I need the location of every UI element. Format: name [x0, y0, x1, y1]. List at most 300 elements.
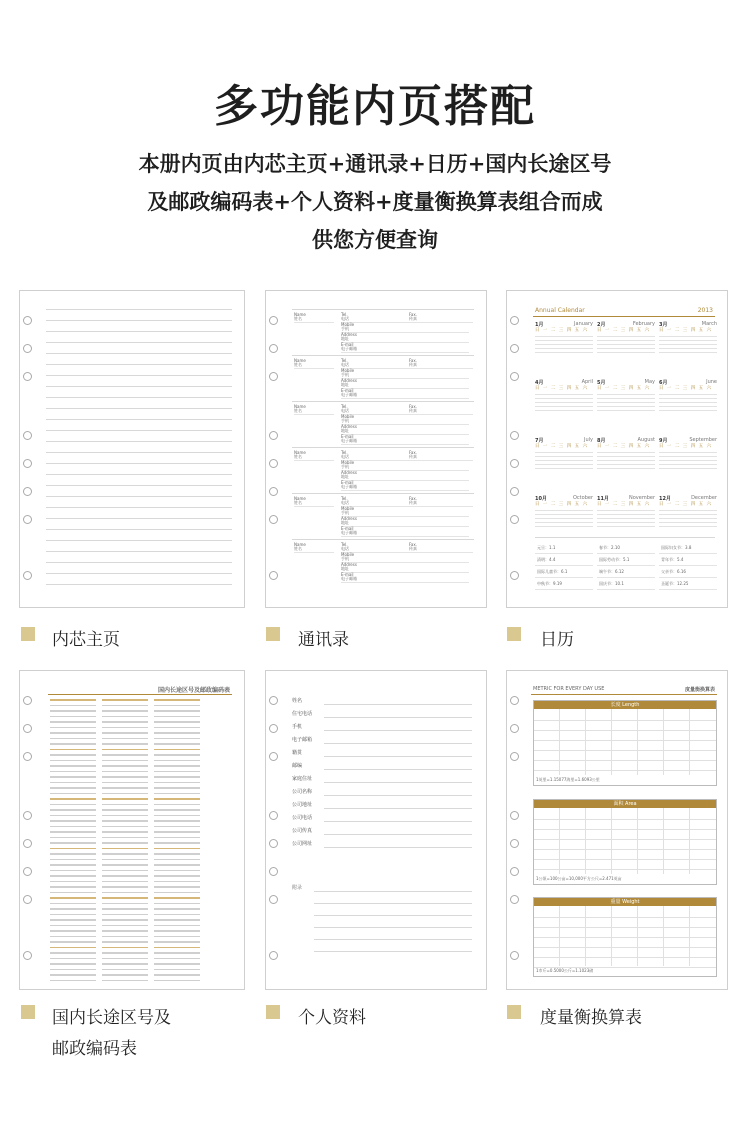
conversion-col-line [637, 808, 638, 874]
month-header [659, 379, 717, 386]
area-row [154, 793, 200, 795]
conversion-col-line [637, 906, 638, 966]
contact-field-label: Fax. 传真 [409, 312, 418, 321]
area-row [102, 908, 148, 910]
caption-area-codes-line2: 邮政编码表 [52, 1039, 137, 1059]
caption-calendar: 日历 [540, 630, 574, 650]
calendar-month [597, 495, 655, 530]
caption-marker [507, 627, 521, 641]
date-row-line [597, 410, 655, 411]
date-row-line [535, 456, 593, 457]
date-row-line [597, 464, 655, 465]
contact-field-line [341, 516, 469, 517]
weekday-row: 日 一 二 三 四 五 六 [535, 386, 589, 391]
binder-holes [507, 291, 521, 607]
contact-field-line [341, 582, 469, 583]
personal-info-page-preview [265, 670, 487, 990]
month-name-cn: 4月 [535, 380, 544, 386]
area-row [50, 930, 96, 932]
area-row [50, 771, 96, 773]
contact-field-line [341, 562, 469, 563]
contact-field-line [341, 490, 469, 491]
date-row-line [597, 406, 655, 407]
area-row [154, 919, 200, 921]
area-code-page-preview [19, 670, 245, 990]
contact-field-line [341, 434, 469, 435]
holiday-item: 圣诞节：12.25 [661, 581, 689, 586]
contact-field-label: Name 姓名 [294, 358, 306, 367]
date-row-line [597, 336, 655, 337]
area-row [50, 870, 96, 872]
area-row [102, 963, 148, 965]
caption-personal: 个人资料 [298, 1008, 366, 1028]
date-row-line [597, 514, 655, 515]
memo-line [314, 927, 472, 928]
conversion-col-line [689, 906, 690, 966]
contact-field-label: Tel. 电话 [341, 450, 349, 459]
calendar-month [659, 495, 717, 530]
date-row-line [659, 464, 717, 465]
contact-field-line [294, 414, 334, 415]
memo-line [314, 915, 472, 916]
contact-divider [292, 355, 474, 356]
date-row-line [659, 456, 717, 457]
contact-field-label: Mobile 手机 [341, 460, 355, 469]
date-row-line [597, 452, 655, 453]
area-row [102, 749, 148, 751]
date-row-line [597, 526, 655, 527]
month-header [659, 437, 717, 444]
area-row [102, 820, 148, 822]
contact-field-line [409, 506, 473, 507]
calendar-year: 2013 [697, 307, 713, 314]
area-row [50, 699, 96, 701]
contact-field-label: Name 姓名 [294, 496, 306, 505]
calendar-page-preview [506, 290, 728, 608]
area-row [102, 705, 148, 707]
conversion-col-line [559, 808, 560, 874]
contact-field-label: Mobile 手机 [341, 506, 355, 515]
month-header [597, 437, 655, 444]
area-row [50, 969, 96, 971]
area-row [50, 727, 96, 729]
weekday-row: 日 一 二 三 四 五 六 [659, 386, 713, 391]
calendar-month [535, 379, 593, 414]
binder-holes [266, 291, 280, 607]
area-row [102, 716, 148, 718]
date-row-line [535, 402, 593, 403]
caption-marker [266, 1005, 280, 1019]
calendar-month [535, 495, 593, 530]
area-row [50, 848, 96, 850]
month-name-cn: 10月 [535, 496, 547, 502]
area-row [50, 963, 96, 965]
calendar-title: Annual Calendar [535, 307, 585, 314]
conversion-col-line [585, 709, 586, 775]
ruled-line [46, 562, 232, 563]
conversion-header-left: METRIC FOR EVERY DAY USE [533, 686, 605, 692]
area-row [50, 754, 96, 756]
length-note: 1英里=1.15077海里=1.6093公里 [536, 777, 600, 782]
area-row [50, 919, 96, 921]
month-name-en: October [572, 495, 593, 501]
area-row [50, 952, 96, 954]
personal-field-line [324, 821, 472, 822]
holiday-item: 青年节：5.4 [661, 557, 684, 562]
date-row-line [659, 340, 717, 341]
area-row [102, 974, 148, 976]
area-row [154, 721, 200, 723]
contact-field-label: Name 姓名 [294, 404, 306, 413]
area-row [50, 875, 96, 877]
weekday-row: 日 一 二 三 四 五 六 [597, 502, 651, 507]
weekday-row: 日 一 二 三 四 五 六 [535, 502, 589, 507]
ruled-line [46, 496, 232, 497]
area-row [154, 760, 200, 762]
month-name-cn: 2月 [597, 322, 606, 328]
binder-holes [20, 671, 34, 989]
contact-field-label: Fax. 传真 [409, 496, 418, 505]
area-row [154, 826, 200, 828]
month-name-en: November [628, 495, 655, 501]
holiday-item: 国际妇女节：3.8 [661, 545, 692, 550]
area-row [50, 815, 96, 817]
ruled-line [46, 331, 232, 332]
holiday-line [535, 565, 593, 566]
area-row [50, 732, 96, 734]
area-row [102, 875, 148, 877]
holiday-line [597, 577, 655, 578]
month-header [535, 379, 593, 386]
contact-field-label: Address 地址 [341, 332, 357, 341]
area-row [50, 859, 96, 861]
area-row [50, 749, 96, 751]
area-row [102, 793, 148, 795]
date-row-line [535, 406, 593, 407]
weekday-row: 日 一 二 三 四 五 六 [597, 328, 651, 333]
caption-marker [266, 627, 280, 641]
area-row [154, 765, 200, 767]
date-row-line [597, 340, 655, 341]
holiday-line [535, 553, 593, 554]
holiday-item: 国际劳动节：5.1 [599, 557, 630, 562]
contact-field-line [341, 526, 469, 527]
area-row [50, 787, 96, 789]
date-row-line [597, 518, 655, 519]
date-row-line [535, 352, 593, 353]
area-row [50, 804, 96, 806]
area-row [102, 754, 148, 756]
contact-field-line [294, 552, 334, 553]
month-name-en: June [706, 379, 717, 385]
area-row [102, 892, 148, 894]
area-row [102, 859, 148, 861]
date-row-line [659, 402, 717, 403]
area-row [50, 721, 96, 723]
ruled-line [46, 452, 232, 453]
area-row [102, 925, 148, 927]
ruled-line [46, 364, 232, 365]
area-row [50, 798, 96, 800]
weight-title: 重量 Weight [534, 898, 716, 906]
conversion-col-line [611, 906, 612, 966]
date-row-line [535, 452, 593, 453]
ruled-line [46, 463, 232, 464]
area-row [154, 754, 200, 756]
conversion-row-line [534, 967, 716, 968]
area-row [154, 842, 200, 844]
area-row [102, 727, 148, 729]
contact-field-label: E-mail 电子邮箱 [341, 480, 357, 489]
ruled-line [46, 529, 232, 530]
weekday-row: 日 一 二 三 四 五 六 [597, 444, 651, 449]
holiday-item: 中秋节：9.19 [537, 581, 562, 586]
area-row [102, 947, 148, 949]
contact-field-line [341, 470, 469, 471]
date-row-line [535, 340, 593, 341]
area-row [102, 853, 148, 855]
contact-field-label: E-mail 电子邮箱 [341, 572, 357, 581]
area-row [102, 798, 148, 800]
contact-field-line [341, 378, 469, 379]
area-row [50, 776, 96, 778]
personal-field-label: 电子邮箱 [292, 737, 313, 743]
area-row [154, 804, 200, 806]
month-header [597, 495, 655, 502]
personal-field-label: 公司地址 [292, 802, 313, 808]
calendar-month [597, 379, 655, 414]
caption-lined: 内芯主页 [52, 630, 120, 650]
personal-field-line [324, 834, 472, 835]
contact-field-label: Address 地址 [341, 516, 357, 525]
area-row [154, 710, 200, 712]
date-row-line [535, 394, 593, 395]
area-row [50, 837, 96, 839]
weight-note: 1市斤=0.5000公斤=1.1023磅 [536, 968, 594, 973]
month-name-en: September [689, 437, 717, 443]
weekday-row: 日 一 二 三 四 五 六 [597, 386, 651, 391]
area-row [154, 699, 200, 701]
personal-field-label: 家庭住址 [292, 776, 313, 782]
contact-field-label: Address 地址 [341, 378, 357, 387]
area-row [154, 859, 200, 861]
area-row [102, 919, 148, 921]
length-title: 长度 Length [534, 701, 716, 709]
ruled-line [46, 540, 232, 541]
calendar-month [659, 437, 717, 472]
area-row [154, 743, 200, 745]
contact-divider [292, 401, 474, 402]
contact-field-line [341, 424, 469, 425]
contact-field-label: Name 姓名 [294, 312, 306, 321]
personal-field-line [324, 730, 472, 731]
area-row [154, 820, 200, 822]
area-row [102, 809, 148, 811]
month-header [659, 321, 717, 328]
area-row [102, 930, 148, 932]
ruled-line [46, 386, 232, 387]
conversion-col-line [637, 709, 638, 775]
contact-field-label: Mobile 手机 [341, 552, 355, 561]
area-row [50, 842, 96, 844]
area-row [154, 749, 200, 751]
contact-field-line [409, 322, 473, 323]
ruled-line [46, 375, 232, 376]
date-row-line [535, 348, 593, 349]
area-row [50, 974, 96, 976]
personal-field-label: 住宅电话 [292, 711, 313, 717]
area-row [154, 952, 200, 954]
ruled-line [46, 430, 232, 431]
contact-field-line [341, 352, 469, 353]
area-row [50, 743, 96, 745]
contact-field-label: Name 姓名 [294, 450, 306, 459]
month-name-en: December [691, 495, 717, 501]
calendar-month [535, 321, 593, 356]
conversion-header-right: 度量衡换算表 [684, 687, 715, 693]
area-row [154, 831, 200, 833]
contact-field-line [409, 368, 473, 369]
date-row-line [659, 514, 717, 515]
holiday-item: 国庆节：10.1 [599, 581, 624, 586]
ruled-line [46, 397, 232, 398]
area-row [102, 864, 148, 866]
contact-divider [292, 493, 474, 494]
date-row-line [659, 398, 717, 399]
holiday-item: 国际儿童节：6.1 [537, 569, 568, 574]
area-row [50, 914, 96, 916]
area-row [102, 699, 148, 701]
area-row [154, 941, 200, 943]
area-row [154, 848, 200, 850]
area-row [102, 848, 148, 850]
contact-field-label: E-mail 电子邮箱 [341, 342, 357, 351]
area-row [50, 903, 96, 905]
area-row [50, 947, 96, 949]
calendar-month [597, 321, 655, 356]
ruled-line [46, 320, 232, 321]
area-row [154, 974, 200, 976]
area-row [50, 886, 96, 888]
month-header [597, 321, 655, 328]
area-row [50, 936, 96, 938]
area-row [154, 864, 200, 866]
area-note: 1公顷=100公亩=10,000平方公尺=2.471英亩 [536, 876, 622, 881]
contact-field-line [294, 460, 334, 461]
holiday-item: 春节：2.10 [599, 545, 620, 550]
date-row-line [659, 344, 717, 345]
conversion-page-preview [506, 670, 728, 990]
contact-divider [292, 309, 474, 310]
area-row [154, 936, 200, 938]
area-row [154, 930, 200, 932]
contact-field-label: Fax. 传真 [409, 404, 418, 413]
date-row-line [659, 510, 717, 511]
contact-field-label: Mobile 手机 [341, 322, 355, 331]
month-header [659, 495, 717, 502]
month-name-en: February [632, 321, 655, 327]
area-row [154, 980, 200, 982]
holiday-item: 元旦：1.1 [537, 545, 556, 550]
personal-field-label: 邮编 [292, 763, 303, 769]
contact-field-label: Address 地址 [341, 470, 357, 479]
area-row [102, 969, 148, 971]
memo-label: 附录 [292, 885, 303, 891]
contact-field-line [409, 552, 473, 553]
binder-holes [507, 671, 521, 989]
personal-field-label: 公司电话 [292, 815, 313, 821]
area-row [154, 914, 200, 916]
month-name-cn: 8月 [597, 438, 606, 444]
conversion-col-line [689, 808, 690, 874]
area-row [102, 804, 148, 806]
contact-field-label: E-mail 电子邮箱 [341, 388, 357, 397]
area-row [154, 776, 200, 778]
contact-field-line [294, 506, 334, 507]
month-name-en: March [701, 321, 717, 327]
area-row [50, 705, 96, 707]
month-name-cn: 7月 [535, 438, 544, 444]
weekday-row: 日 一 二 三 四 五 六 [535, 444, 589, 449]
area-row [102, 870, 148, 872]
date-row-line [659, 410, 717, 411]
ruled-line [46, 518, 232, 519]
month-name-cn: 9月 [659, 438, 668, 444]
date-row-line [597, 456, 655, 457]
area-row [102, 721, 148, 723]
conversion-col-line [689, 709, 690, 775]
area-row [154, 870, 200, 872]
weekday-row: 日 一 二 三 四 五 六 [659, 444, 713, 449]
area-row [102, 903, 148, 905]
area-row [154, 886, 200, 888]
contact-field-line [341, 572, 469, 573]
date-row-line [535, 514, 593, 515]
area-row [50, 793, 96, 795]
area-row [154, 881, 200, 883]
contact-field-label: Mobile 手机 [341, 414, 355, 423]
area-row [154, 716, 200, 718]
date-row-line [535, 464, 593, 465]
area-row [102, 958, 148, 960]
area-row [154, 787, 200, 789]
area-row [50, 892, 96, 894]
area-row [102, 886, 148, 888]
area-row [50, 908, 96, 910]
area-row [50, 853, 96, 855]
month-header [597, 379, 655, 386]
contact-field-label: Tel. 电话 [341, 496, 349, 505]
ruled-line [46, 485, 232, 486]
area-row [154, 897, 200, 899]
area-row [154, 727, 200, 729]
area-row [154, 908, 200, 910]
holiday-line [659, 565, 717, 566]
personal-field-label: 手机 [292, 724, 303, 730]
area-row [102, 710, 148, 712]
holiday-item: 清明：4.4 [537, 557, 556, 562]
date-row-line [535, 336, 593, 337]
contact-field-line [294, 322, 334, 323]
personal-field-line [324, 704, 472, 705]
contact-field-line [409, 460, 473, 461]
month-name-en: January [574, 321, 593, 327]
area-row [102, 897, 148, 899]
date-row-line [535, 460, 593, 461]
area-row [50, 710, 96, 712]
conversion-col-line [663, 808, 664, 874]
area-row [102, 936, 148, 938]
